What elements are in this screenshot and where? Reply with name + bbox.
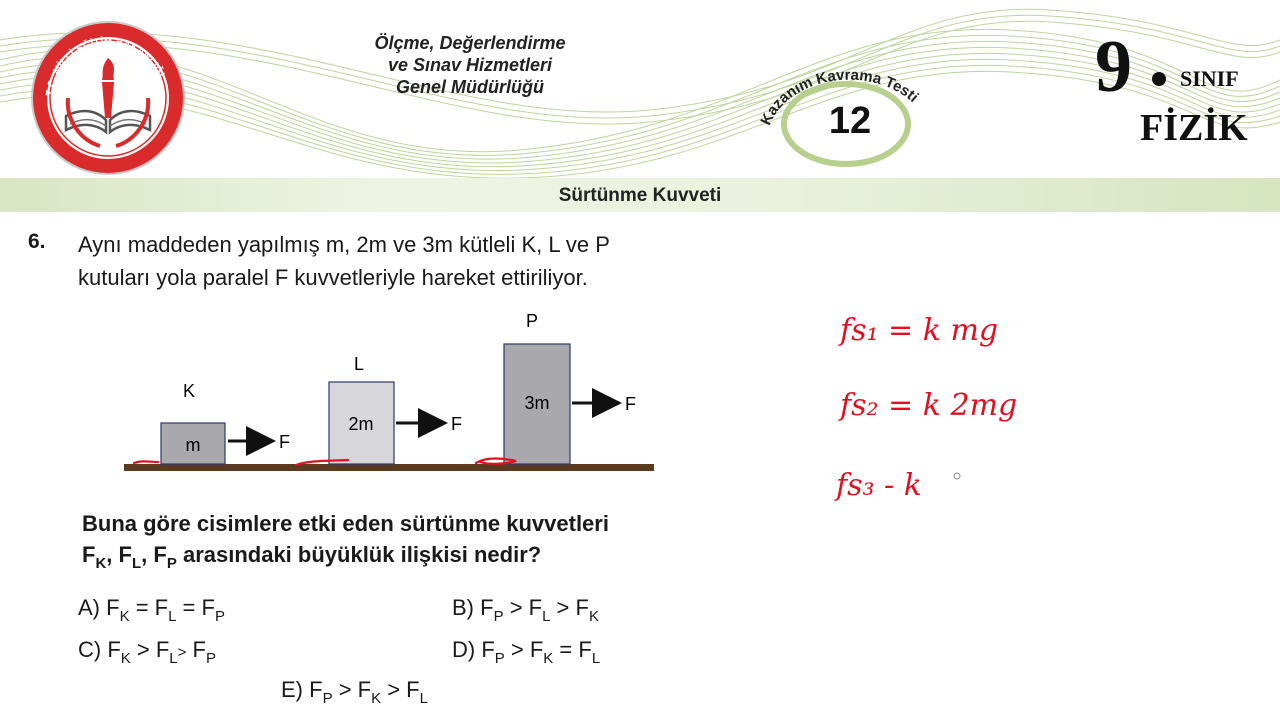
pen-dot	[954, 473, 960, 479]
handwritten-notes	[820, 290, 1040, 520]
organization-name	[330, 32, 610, 98]
option-b[interactable]: B) $F_P > F_L > F_K$	[452, 595, 599, 625]
question-text-line-1: Aynı maddeden yapılmış m, 2m ve 3m kütleli K, L ve P	[78, 232, 610, 257]
box-p-label: P	[525, 311, 539, 331]
org-line-3: Genel Müdürlüğü	[396, 77, 544, 97]
question-text	[78, 228, 778, 294]
topic-title: Sürtünme Kuvveti	[558, 185, 722, 206]
test-label: Kazanım Kavrama Testi	[757, 66, 922, 128]
box-p-mass: 3m	[524, 393, 550, 413]
question-prompt-line-2: $F_K$, $F_L$, $F_P$ arasındaki büyüklük ilişkisi nedir?	[82, 542, 542, 572]
prompt-fk: F	[82, 542, 96, 567]
boxes-diagram	[0, 300, 700, 500]
question-prompt	[82, 508, 722, 579]
option-d[interactable]: D) $F_P > F_K = F_L$	[452, 637, 601, 667]
handwriting-line-2: fs₂ = k 2mg	[840, 388, 1018, 423]
grade-dot	[1152, 72, 1166, 86]
box-k-mass: m	[185, 435, 201, 455]
option-a[interactable]: A) $F_K = F_L = F_P$	[78, 595, 225, 625]
question-number: 6.	[28, 230, 46, 253]
handwriting-line-3: fs₃ - k	[836, 468, 922, 503]
prompt-suffix: arasındaki büyüklük ilişkisi nedir?	[182, 542, 542, 567]
box-k-force-label: F	[279, 432, 290, 452]
test-number: 12	[828, 100, 872, 142]
question-prompt-line-1: Buna göre cisimlere etki eden sürtünme kuvvetleri	[82, 511, 609, 536]
box-l-label: L	[353, 354, 365, 374]
ministry-seal-logo	[30, 20, 186, 176]
ground	[124, 464, 654, 471]
box-k-label: K	[182, 381, 196, 401]
box-l-mass: 2m	[348, 414, 374, 434]
subject-title: FİZİK	[1140, 107, 1248, 149]
grade-number: 9	[1095, 26, 1132, 108]
svg-text:T.C. MİLLİ EĞİTİM BAKANLIĞI: T.C. MİLLİ EĞİTİM BAKANLIĞI	[44, 35, 167, 97]
handwriting-line-1: fs₁ = k mg	[840, 313, 999, 348]
option-c[interactable]: C) $F_K > F_L> F_P$	[78, 637, 216, 667]
org-line-1: Ölçme, Değerlendirme	[374, 33, 566, 53]
option-e[interactable]: E) $F_P > F_K > F_L$	[281, 677, 428, 707]
box-p-force-label: F	[625, 394, 636, 414]
org-line-2: ve Sınav Hizmetleri	[387, 55, 553, 75]
grade-label: SINIF	[1180, 66, 1239, 91]
box-l-force-label: F	[451, 414, 462, 434]
question-text-line-2: kutuları yola paralel F kuvvetleriyle hareket ettiriliyor.	[78, 265, 588, 290]
